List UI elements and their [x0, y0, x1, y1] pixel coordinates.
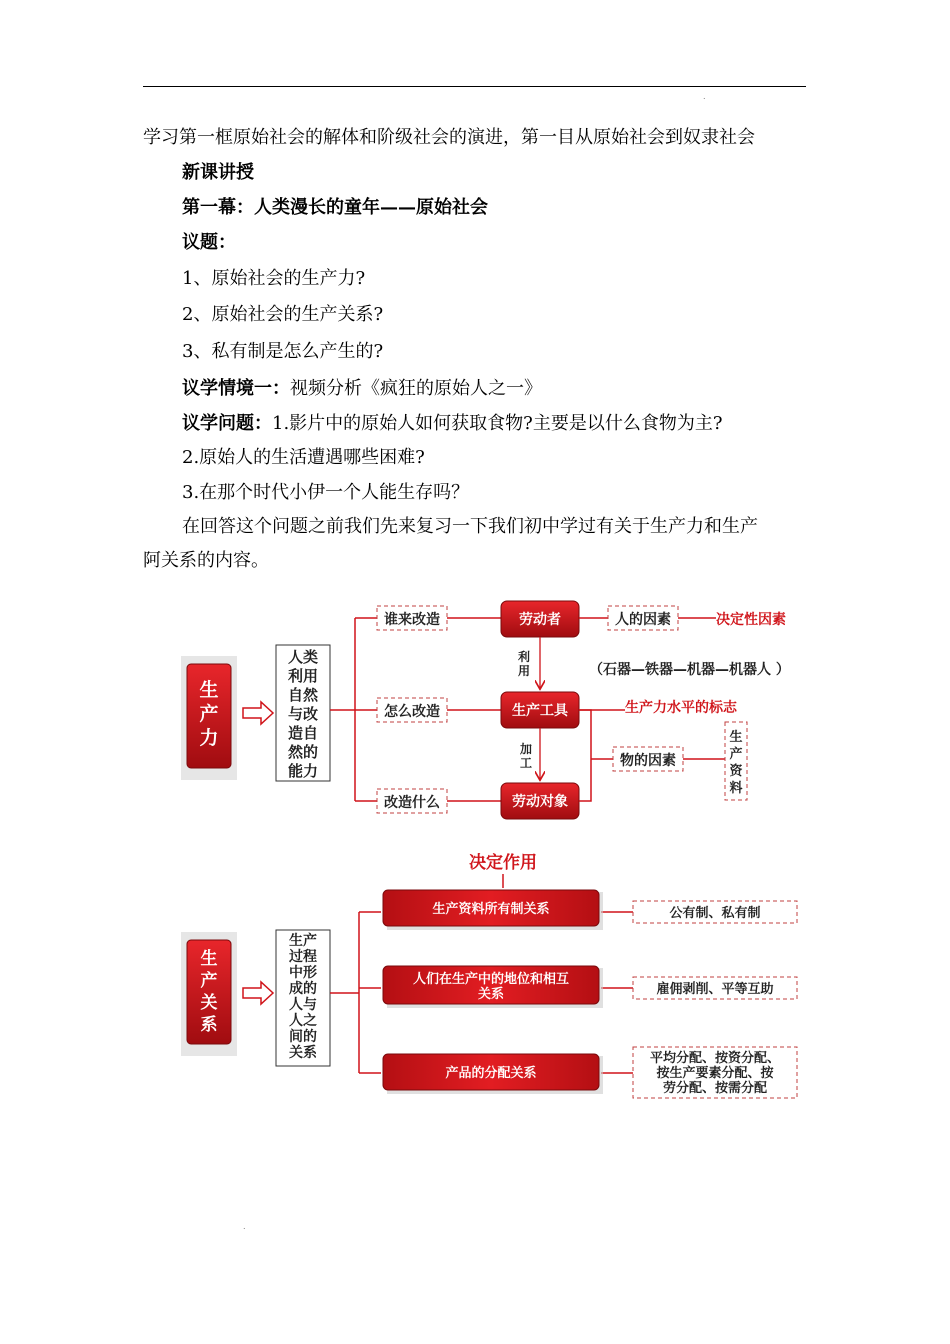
svg-text:造自: 造自 [287, 724, 319, 742]
worker-box: 劳动者 [519, 612, 561, 628]
question-label: 议学问题： [182, 413, 272, 434]
productive-forces-definition [287, 648, 319, 780]
svg-text:中形: 中形 [289, 965, 317, 981]
svg-text:人与: 人与 [289, 997, 317, 1013]
review-paragraph-line1: 在回答这个问题之前我们先来复习一下我们初中学过有关于生产力和生产 [182, 516, 758, 537]
svg-text:产: 产 [729, 747, 743, 762]
topic-item-2: 2、原始社会的生产关系? [182, 304, 384, 325]
svg-text:生: 生 [199, 679, 219, 701]
decisive-role: 决定作用 [469, 853, 537, 873]
production-relations-diagram [181, 846, 805, 1104]
distribution-relation: 产品的分配关系 [445, 1066, 537, 1081]
topic-item-3: 3、私有制是怎么产生的? [182, 341, 384, 362]
production-relations-definition [288, 932, 318, 1061]
review-paragraph-line2: 阿关系的内容。 [143, 550, 269, 571]
productivity-sign: 生产力水平的标志 [625, 700, 737, 716]
act-heading: 第一幕：人类漫长的童年——原始社会 [182, 197, 488, 218]
labor-object-box: 劳动对象 [512, 794, 568, 810]
scenario-line [182, 377, 542, 401]
svg-text:生产: 生产 [289, 933, 317, 949]
right-arrow-icon [243, 702, 273, 724]
topic-heading: 议题： [182, 232, 236, 253]
svg-text:间的: 间的 [289, 1029, 317, 1045]
ownership-relation: 生产资料所有制关系 [432, 902, 550, 917]
tools-box: 生产工具 [512, 703, 568, 719]
use-label [517, 649, 530, 678]
lesson-title: 学习第一框原始社会的解体和阶级社会的演进，第一目从原始社会到奴隶社会 [143, 127, 755, 148]
svg-text:能力: 能力 [287, 762, 319, 780]
header-dot: . [703, 92, 706, 101]
topic-item-1: 1、原始社会的生产力? [182, 268, 366, 289]
distribution-types [650, 1050, 780, 1096]
scenario-text: 视频分析《疯狂的原始人之一》 [290, 378, 542, 399]
productive-forces-label [199, 678, 218, 749]
svg-text:然的: 然的 [287, 743, 319, 761]
svg-text:利: 利 [517, 650, 531, 664]
svg-text:产: 产 [199, 703, 219, 725]
decisive-factor: 决定性因素 [716, 612, 786, 628]
svg-text:关系: 关系 [477, 987, 505, 1002]
human-factor: 人的因素 [615, 612, 671, 628]
svg-text:劳分配、按需分配: 劳分配、按需分配 [662, 1081, 768, 1096]
how-transforms: 怎么改造 [384, 704, 440, 720]
process-label [519, 741, 532, 770]
svg-text:资: 资 [729, 764, 743, 779]
who-transforms: 谁来改造 [384, 612, 440, 628]
section-heading: 新课讲授 [182, 162, 254, 183]
header-rule [143, 86, 806, 87]
footer-dot: . [243, 1222, 246, 1231]
status-types: 雇佣剥削、平等互助 [656, 982, 774, 997]
svg-text:人类: 人类 [287, 648, 319, 666]
question-text: 1.影片中的原始人如何获取食物?主要是以什么食物为主? [272, 413, 723, 434]
right-arrow-icon [243, 982, 273, 1004]
svg-text:生: 生 [200, 949, 218, 969]
scenario-label: 议学情境一： [182, 378, 290, 399]
svg-text:成的: 成的 [289, 981, 317, 997]
svg-text:关系: 关系 [289, 1045, 317, 1061]
productive-forces-diagram [181, 596, 805, 836]
tool-history: （石器—铁器—机器—机器人 ） [589, 662, 790, 678]
svg-text:按生产要素分配、按: 按生产要素分配、按 [656, 1066, 774, 1081]
svg-text:系: 系 [200, 1015, 218, 1035]
svg-text:工: 工 [519, 756, 533, 770]
svg-text:加: 加 [519, 742, 533, 756]
material-factor: 物的因素 [620, 753, 676, 769]
svg-text:料: 料 [729, 781, 743, 796]
ownership-types: 公有制、私有制 [669, 906, 761, 921]
svg-text:人们在生产中的地位和相互: 人们在生产中的地位和相互 [412, 972, 570, 987]
svg-text:产: 产 [200, 971, 218, 991]
svg-text:关: 关 [200, 993, 218, 1013]
svg-text:平均分配、按资分配、: 平均分配、按资分配、 [649, 1051, 781, 1066]
svg-text:生: 生 [729, 730, 743, 745]
svg-text:力: 力 [199, 727, 219, 749]
question-2: 2.原始人的生活遭遇哪些困难? [182, 447, 425, 468]
svg-text:自然: 自然 [287, 686, 319, 704]
svg-text:与改: 与改 [287, 705, 319, 723]
svg-text:过程: 过程 [289, 949, 317, 965]
svg-text:人之: 人之 [289, 1013, 317, 1029]
what-transforms: 改造什么 [384, 795, 440, 811]
svg-text:利用: 利用 [287, 667, 319, 685]
question-line [182, 412, 722, 436]
svg-text:用: 用 [517, 664, 531, 678]
question-3: 3.在那个时代小伊一个人能生存吗？ [182, 482, 470, 503]
